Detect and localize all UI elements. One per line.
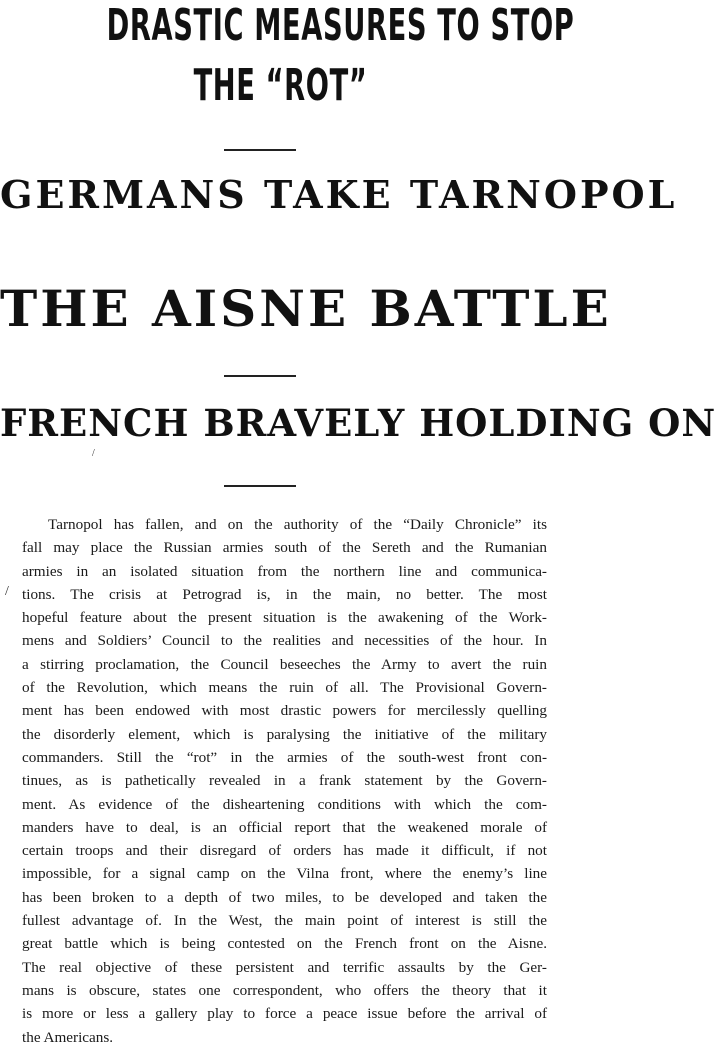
- article-line: certain troops and their disregard of orders has made it difficult, if not: [22, 842, 547, 860]
- article-line: tinues, as is pathetically revealed in a frank statement by the Govern-: [22, 772, 547, 790]
- headline-the-aisne-battle: THE AISNE BATTLE: [0, 279, 612, 338]
- article-line: ment. As evidence of the disheartening conditions with which the com-: [22, 795, 547, 813]
- headline-french-bravely-holding-on: FRENCH BRAVELY HOLDING ON: [0, 401, 716, 445]
- article-line: The real objective of these persistent and terrific assaults by the Ger-: [22, 958, 547, 976]
- headline-germans-take-tarnopol: GERMANS TAKE TARNOPOL: [0, 172, 678, 217]
- divider-rule: [224, 485, 296, 487]
- divider-rule: [224, 149, 296, 151]
- article-line: a stirring proclamation, the Council beseeches the Army to avert the ruin: [22, 655, 547, 673]
- article-line: mens and Soldiers’ Council to the realities and necessities of the hour. In: [22, 632, 547, 650]
- article-line: manders have to deal, is an official report that the weakened morale of: [22, 818, 547, 836]
- article-line: hopeful feature about the present situation is the awakening of the Work-: [22, 609, 547, 627]
- article-body: [22, 513, 547, 1049]
- article-line: great battle which is being contested on the French front on the Aisne.: [22, 935, 547, 953]
- article-line: commanders. Still the “rot” in the armies of the south-west front con-: [22, 748, 547, 766]
- article-line: of the Revolution, which means the ruin of all. The Provisional Govern-: [22, 679, 547, 697]
- article-line: impossible, for a signal camp on the Vilna front, where the enemy’s line: [22, 865, 547, 883]
- article-line: has been broken to a depth of two miles, to be developed and taken the: [22, 888, 547, 906]
- headline-the-rot: THE “ROT”: [193, 60, 368, 111]
- margin-mark: /: [92, 448, 95, 459]
- article-line: mans is obscure, states one correspondent, who offers the theory that it: [22, 981, 547, 999]
- article-line: tions. The crisis at Petrograd is, in the main, no better. The most: [22, 585, 547, 603]
- article-line: fall may place the Russian armies south of the Sereth and the Rumanian: [22, 539, 547, 557]
- margin-mark: /: [5, 584, 9, 599]
- article-line: the Americans.: [22, 1028, 114, 1046]
- article-line: fullest advantage of. In the West, the main point of interest is still the: [22, 912, 547, 930]
- article-line: armies in an isolated situation from the northern line and communica-: [22, 562, 547, 580]
- article-line: the disorderly element, which is paralysing the initiative of the military: [22, 725, 547, 743]
- divider-rule: [224, 375, 296, 377]
- article-line: Tarnopol has fallen, and on the authority of the “Daily Chronicle” its: [48, 516, 547, 533]
- headline-drastic-measures: DRASTIC MEASURES TO STOP: [106, 0, 575, 51]
- article-line: is more or less a gallery play to force a peace issue before the arrival of: [22, 1005, 547, 1023]
- article-line: ment has been endowed with most drastic powers for mercilessly quelling: [22, 702, 547, 720]
